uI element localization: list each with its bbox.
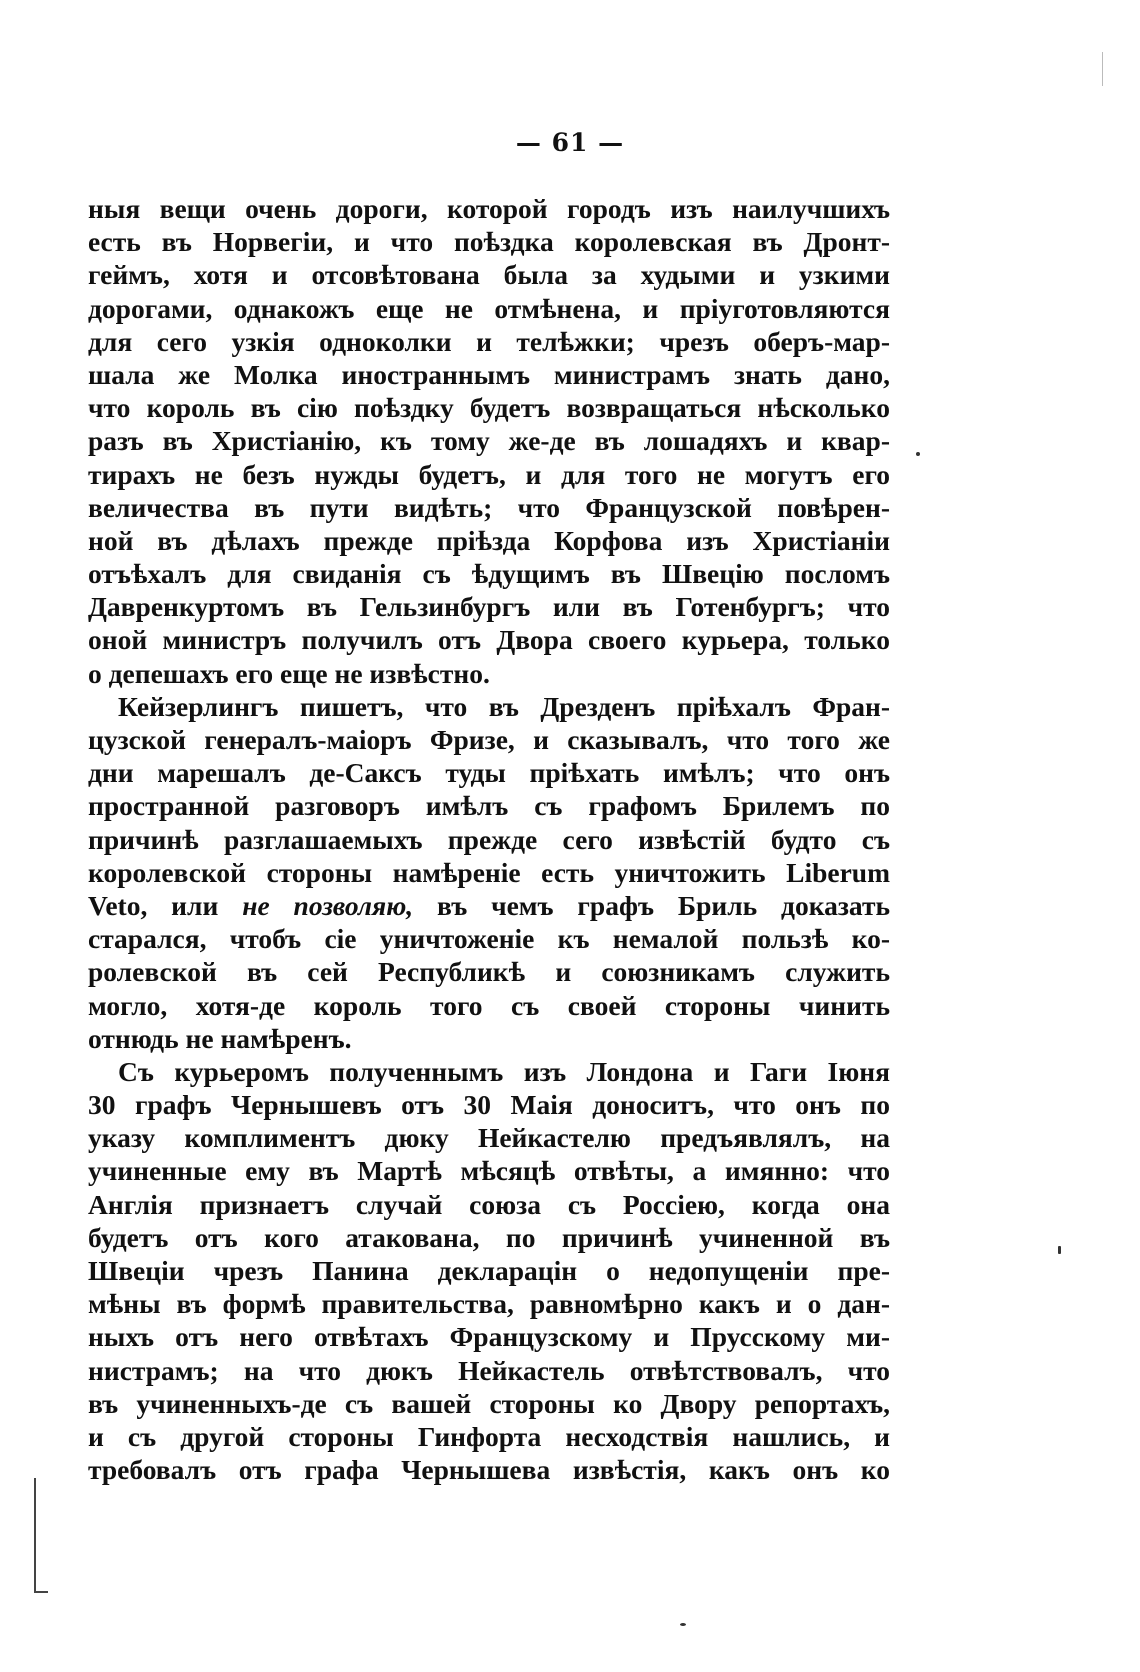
body-text <box>88 192 890 1486</box>
text-line: цузской генералъ-маіоръ Фризе, и сказывалъ, что того же <box>88 724 890 755</box>
text-line: Съ курьеромъ полученнымъ изъ Лондона и Гаги Іюня <box>118 1055 890 1087</box>
text-segment: Veto, или <box>88 889 219 921</box>
scan-edge-line <box>34 1478 36 1593</box>
text-line: для сего узкія одноколки и телѣжки; чрезъ оберъ-мар- <box>88 325 890 357</box>
scan-speck <box>680 1623 686 1626</box>
page-number: — 61 — <box>515 128 625 157</box>
text-line: учиненные ему въ Мартѣ мѣсяцѣ отвѣты, а имянно: что <box>88 1155 890 1187</box>
text-line: Швеціи чрезъ Панина декларацін о недопущеніи пре- <box>88 1255 890 1286</box>
text-line: геймъ, хотя и отсовѣтована была за худыми и узкими <box>88 259 890 291</box>
text-line: и съ другой стороны Гинфорта несходствія нашлись, и <box>88 1420 890 1452</box>
text-line: отнюдь не намѣренъ. <box>88 1022 352 1054</box>
italic-phrase: не позволяю, <box>242 889 414 921</box>
text-line: королевской стороны намѣреніе есть уничтожить Liberum <box>88 856 890 888</box>
text-line: нистрамъ; на что дюкъ Нейкастель отвѣтствовалъ, что <box>88 1354 890 1386</box>
text-line: Давренкуртомъ въ Гельзинбургъ или въ Готенбургъ; что <box>88 591 890 623</box>
text-line: дни марешалъ де-Саксъ туды пріѣхать имѣлъ; что онъ <box>88 757 890 789</box>
text-line: что король въ сію поѣздку будетъ возвращаться нѣсколько <box>88 392 890 424</box>
text-line: величества въ пути видѣть; что Французской повѣрен- <box>88 491 890 523</box>
text-segment: въ чемъ графъ Бриль доказать <box>437 889 890 921</box>
text-line: въ учиненныхъ-де съ вашей стороны ко Двору репортахъ, <box>88 1387 890 1419</box>
text-line: Англія признаетъ случай союза съ Россіею, когда она <box>88 1188 890 1220</box>
text-line: будетъ отъ кого атакована, по причинѣ учиненной въ <box>88 1221 890 1253</box>
text-line: 30 графъ Чернышевъ отъ 30 Маія доноситъ, что онъ по <box>88 1089 890 1121</box>
text-line: ролевской въ сей Республикѣ и союзникамъ служить <box>88 956 890 988</box>
text-line: старался, чтобъ сіе уничтоженіе къ немалой пользѣ ко- <box>88 923 890 955</box>
scan-edge-tick <box>1102 52 1103 86</box>
text-line: отъѣхалъ для свиданія съ ѣдущимъ въ Швецію посломъ <box>88 558 890 590</box>
text-line: мѣны въ формѣ правительства, равномѣрно какъ и о дан- <box>88 1288 890 1320</box>
text-line: разъ въ Христіанію, къ тому же-де въ лошадяхъ и квар- <box>88 425 890 457</box>
text-line: указу комплиментъ дюку Нейкастелю предъявлялъ, на <box>88 1122 890 1154</box>
text-line: ныя вещи очень дороги, которой городъ изъ наилучшихъ <box>88 193 890 224</box>
text-line: причинѣ разглашаемыхъ прежде сего извѣстій будто съ <box>88 823 890 855</box>
text-line: тирахъ не безъ нужды будетъ, и для того не могутъ его <box>88 458 890 490</box>
text-line: о депешахъ его еще не извѣстно. <box>88 657 490 689</box>
scan-speck <box>916 452 920 456</box>
text-line: могло, хотя-де король того съ своей стороны чинить <box>88 989 890 1021</box>
paragraph-1 <box>88 192 890 690</box>
text-line: дорогами, однакожъ еще не отмѣнена, и пріуготовляются <box>88 292 890 324</box>
text-line: ной въ дѣлахъ прежде пріѣзда Корфова изъ Христіаніи <box>88 524 890 556</box>
text-line-mixed <box>88 889 890 922</box>
scan-edge-foot <box>34 1591 48 1593</box>
text-line: есть въ Норвегіи, и что поѣздка королевская въ Дронт- <box>88 226 890 258</box>
paragraph-3 <box>88 1055 890 1486</box>
scan-speck <box>1058 1246 1061 1254</box>
text-line: шала же Молка иностраннымъ министрамъ знать дано, <box>88 358 890 390</box>
text-line: требовалъ отъ графа Чернышева извѣстія, какъ онъ ко <box>88 1454 890 1486</box>
text-line: пространной разговоръ имѣлъ съ графомъ Брилемъ по <box>88 790 890 822</box>
text-line: ныхъ отъ него отвѣтахъ Французскому и Прусскому ми- <box>88 1321 890 1353</box>
text-line: оной министръ получилъ отъ Двора своего курьера, только <box>88 624 890 656</box>
paragraph-2 <box>88 690 890 1055</box>
text-line: Кейзерлингъ пишетъ, что въ Дрезденъ пріѣхалъ Фран- <box>118 690 890 722</box>
